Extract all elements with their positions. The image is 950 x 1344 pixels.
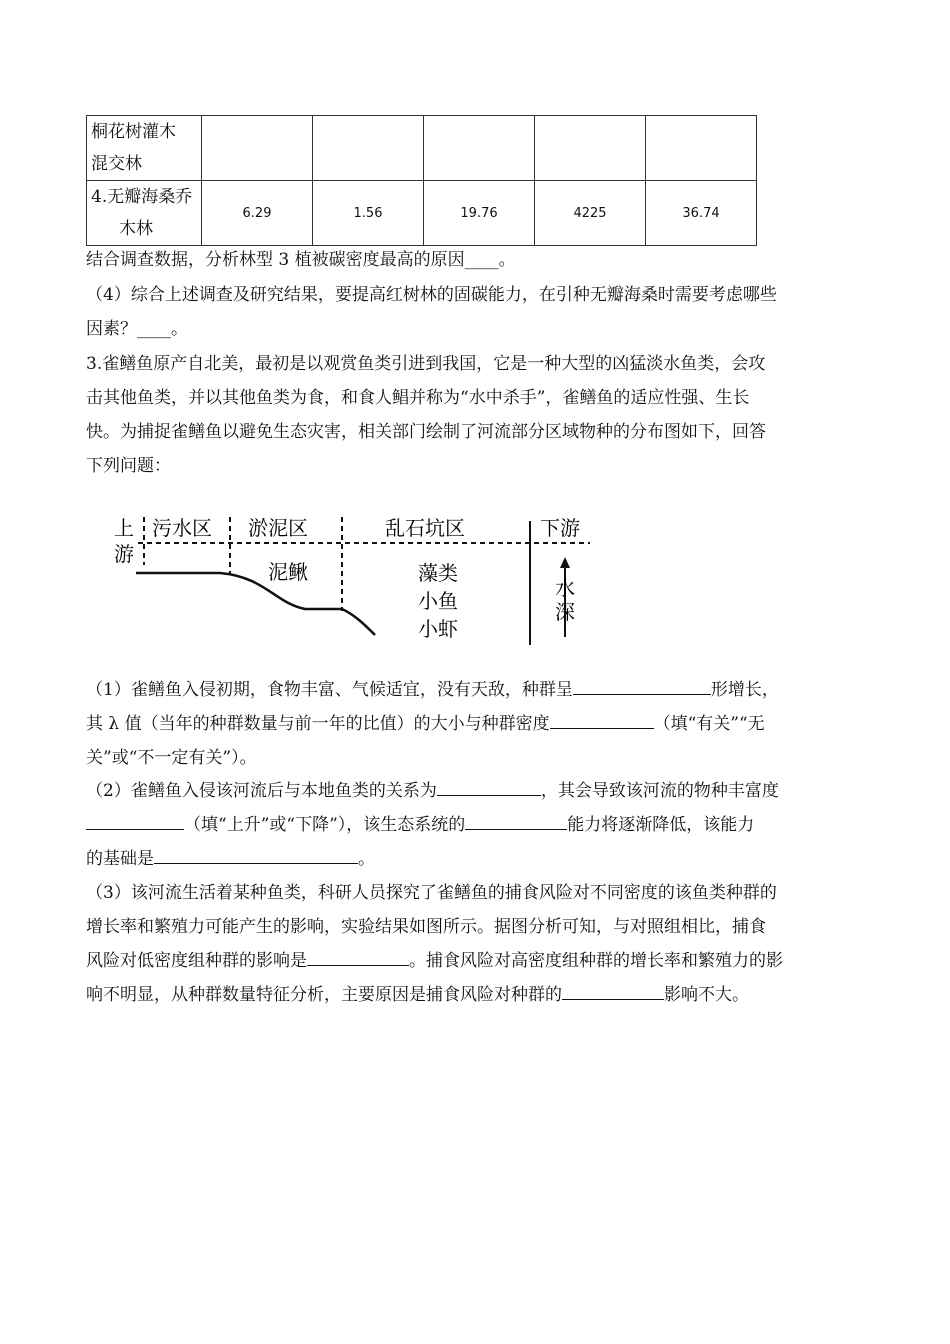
sub-question-3-line: 增长率和繁殖力可能产生的影响，实验结果如图所示。据图分析可知，与对照组相比，捕食 <box>86 917 766 937</box>
question-4-line: 因素？____。 <box>86 319 188 339</box>
text-segment: 。 <box>358 849 375 869</box>
water-depth-label: 深 <box>555 600 575 624</box>
water-depth-label: 水 <box>555 576 575 600</box>
answer-blank[interactable] <box>154 845 358 864</box>
sub-question-3-line <box>86 945 866 978</box>
table-cell <box>202 116 313 181</box>
forest-type-cell <box>87 116 202 181</box>
table-cell <box>646 116 757 181</box>
answer-blank[interactable] <box>562 981 664 1000</box>
text-segment: 风险对低密度组种群的影响是 <box>86 951 307 971</box>
text-segment: 其 λ 值（当年的种群数量与前一年的比值）的大小与种群密度 <box>86 714 550 734</box>
problem-3-line: 3.雀鳝鱼原产自北美，最初是以观赏鱼类引进到我国，它是一种大型的凶猛淡水鱼类，会攻 <box>86 354 766 374</box>
sub-question-1-line: 关”或“不一定有关”）。 <box>86 748 257 768</box>
forest-type-cell <box>87 181 202 246</box>
problem-3-line: 下列问题： <box>86 456 171 476</box>
answer-blank[interactable] <box>307 947 409 966</box>
text-segment: （1）雀鳝鱼入侵初期，食物丰富、气候适宜，没有天敌，种群呈 <box>86 680 573 700</box>
question-3-prompt: 结合调查数据，分析林型 3 植被碳密度最高的原因____。 <box>86 250 516 270</box>
answer-blank[interactable] <box>465 811 567 830</box>
data-table <box>86 115 757 246</box>
text-segment: 能力将逐渐降低，该能力 <box>567 815 755 835</box>
river-distribution-diagram <box>100 505 600 665</box>
cell-text: 4.无瓣海桑乔 <box>91 187 193 207</box>
problem-3-line: 击其他鱼类，并以其他鱼类为食，和食人鲳并称为“水中杀手”，雀鳝鱼的适应性强、生长 <box>86 388 750 408</box>
cell-text: 桐花树灌木 <box>91 122 176 142</box>
algae-label: 藻类 <box>418 561 458 585</box>
silt-zone-label: 淤泥区 <box>248 516 308 540</box>
rock-zone-label: 乱石坑区 <box>385 516 465 540</box>
table-cell: 4225 <box>535 181 646 246</box>
text-segment: 的基础是 <box>86 849 154 869</box>
table-cell: 19.76 <box>424 181 535 246</box>
table-cell: 36.74 <box>646 181 757 246</box>
cell-text: 混交林 <box>91 154 142 174</box>
sub-question-2-line <box>86 775 866 808</box>
problem-3-line: 快。为捕捉雀鳝鱼以避免生态灾害，相关部门绘制了河流部分区域物种的分布图如下，回答 <box>86 422 766 442</box>
table-row <box>87 181 757 246</box>
downstream-label: 下游 <box>540 516 580 540</box>
answer-blank[interactable] <box>437 777 541 796</box>
sub-question-2-line <box>86 843 866 876</box>
table-cell <box>535 116 646 181</box>
sub-question-3-line: （3）该河流生活着某种鱼类，科研人员探究了雀鳝鱼的捕食风险对不同密度的该鱼类种群的 <box>86 883 777 903</box>
upstream-label: 上 <box>114 516 134 540</box>
text-segment: （填“有关”“无 <box>653 714 765 734</box>
sub-question-1-line <box>86 674 866 707</box>
loach-label: 泥鳅 <box>268 560 308 584</box>
table-cell: 1.56 <box>313 181 424 246</box>
upstream-label: 游 <box>114 542 134 566</box>
text-segment: ，其会导致该河流的物种丰富度 <box>540 781 779 801</box>
sewage-zone-label: 污水区 <box>152 516 212 540</box>
text-segment: 影响不大。 <box>664 985 749 1005</box>
answer-blank[interactable] <box>573 676 711 695</box>
sub-question-3-line <box>86 979 866 1012</box>
table-cell: 6.29 <box>202 181 313 246</box>
cell-text: 木林 <box>119 219 153 239</box>
table-cell <box>313 116 424 181</box>
text-segment: （填“上升”或“下降”），该生态系统的 <box>184 815 466 835</box>
answer-blank[interactable] <box>86 811 184 830</box>
text-segment: 。捕食风险对高密度组种群的增长率和繁殖力的影 <box>409 951 783 971</box>
text-segment: 形增长， <box>710 680 779 700</box>
text-segment: （2）雀鳝鱼入侵该河流后与本地鱼类的关系为 <box>86 781 437 801</box>
answer-blank[interactable] <box>550 710 654 729</box>
sub-question-1-line <box>86 708 866 741</box>
question-4-line: （4）综合上述调查及研究结果，要提高红树林的固碳能力，在引种无瓣海桑时需要考虑哪些 <box>86 285 777 305</box>
small-shrimp-label: 小虾 <box>418 617 458 641</box>
sub-question-2-line <box>86 809 866 842</box>
table-row <box>87 116 757 181</box>
small-fish-label: 小鱼 <box>418 589 458 613</box>
table-cell <box>424 116 535 181</box>
text-segment: 响不明显，从种群数量特征分析，主要原因是捕食风险对种群的 <box>86 985 562 1005</box>
